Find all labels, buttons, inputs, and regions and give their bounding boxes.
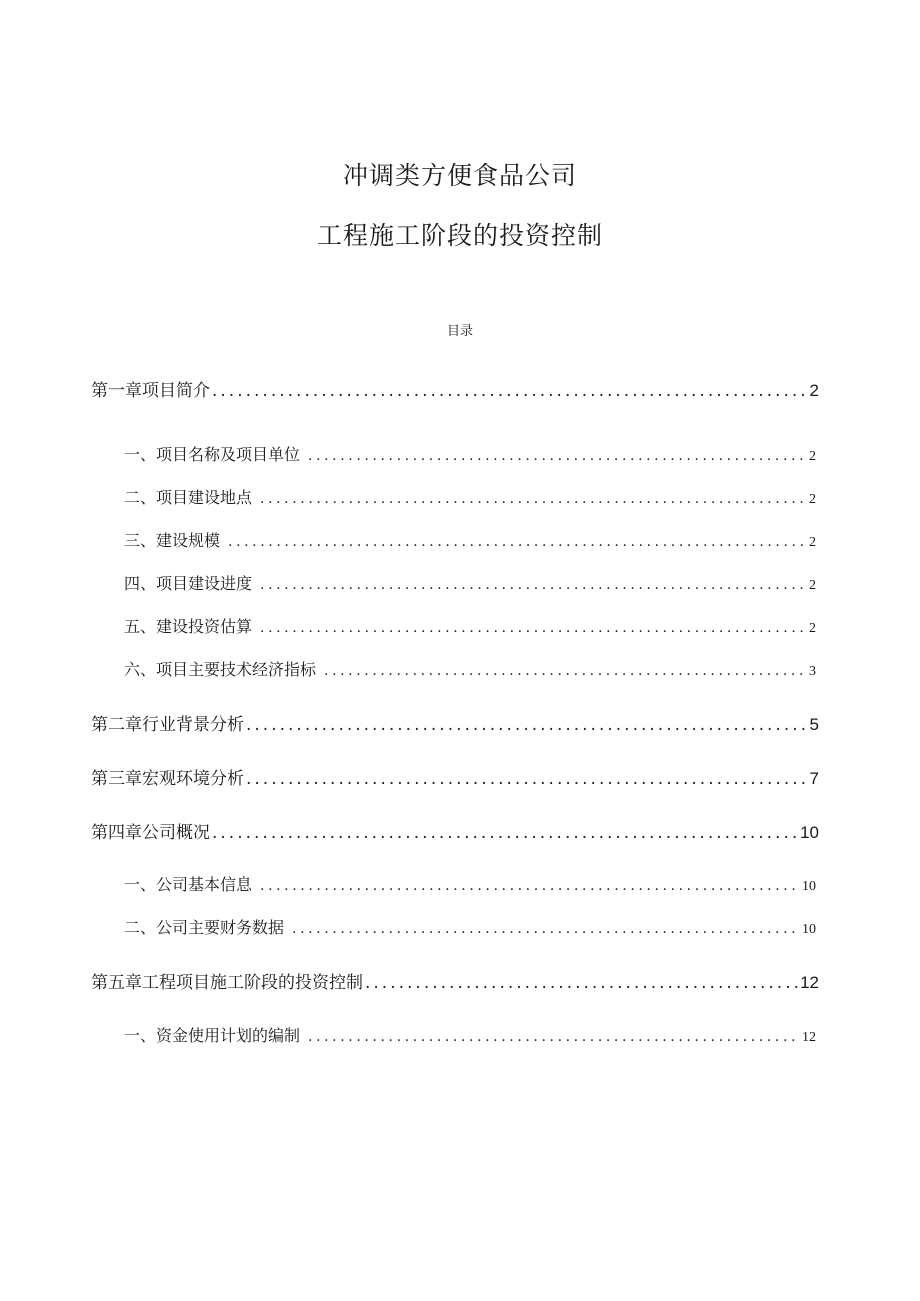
toc-entry-chapter-4[interactable] (91, 818, 819, 843)
toc-page-number: 3 (809, 664, 816, 679)
toc-dot-leader (246, 769, 808, 789)
toc-entry-chapter-5[interactable] (91, 968, 819, 993)
toc-entry-section[interactable] (124, 442, 816, 465)
toc-dot-leader (260, 620, 807, 636)
toc-page-number: 5 (809, 715, 819, 734)
toc-entry-chapter-1[interactable] (91, 376, 819, 401)
toc-dot-leader (292, 921, 800, 937)
toc-entry-label: 五、建设投资估算 (124, 617, 253, 636)
toc-page-number: 10 (802, 922, 816, 937)
toc-dot-leader (365, 973, 798, 993)
toc-entry-chapter-2[interactable] (91, 710, 819, 735)
toc-dot-leader (260, 577, 807, 593)
toc-page-number: 2 (809, 381, 819, 400)
toc-page-number: 10 (800, 823, 819, 842)
toc-page-number: 10 (802, 879, 816, 894)
toc-dot-leader (308, 448, 807, 464)
toc-entry-label: 四、项目建设进度 (124, 574, 253, 593)
toc-entry-label: 第一章项目简介 (91, 381, 210, 401)
toc-entry-label: 一、资金使用计划的编制 (124, 1026, 301, 1045)
toc-page-number: 12 (802, 1030, 816, 1045)
toc-page-number: 2 (809, 492, 816, 507)
toc-dot-leader (260, 491, 807, 507)
toc-page-number: 2 (809, 449, 816, 464)
document-subtitle: 工程施工阶段的投资控制 (316, 221, 603, 250)
toc-dot-leader (212, 381, 808, 401)
toc-entry-chapter-3[interactable] (91, 764, 819, 789)
toc-entry-section[interactable] (124, 528, 816, 551)
toc-dot-leader (308, 1029, 800, 1045)
toc-entry-label: 二、公司主要财务数据 (124, 918, 285, 937)
toc-dot-leader (260, 878, 800, 894)
toc-entry-label: 第五章工程项目施工阶段的投资控制 (91, 973, 363, 993)
toc-entry-section[interactable] (124, 614, 816, 637)
toc-entry-label: 第二章行业背景分析 (91, 715, 244, 735)
toc-entry-section[interactable] (124, 1023, 816, 1046)
toc-page-number: 2 (809, 535, 816, 550)
toc-entry-section[interactable] (124, 485, 816, 508)
toc-page-number: 12 (800, 973, 819, 992)
toc-dot-leader (212, 823, 798, 843)
toc-entry-label: 二、项目建设地点 (124, 488, 253, 507)
toc-entry-label: 第三章宏观环境分析 (91, 769, 244, 789)
toc-page-number: 2 (809, 621, 816, 636)
toc-entry-section[interactable] (124, 657, 816, 680)
toc-entry-section[interactable] (124, 571, 816, 594)
toc-dot-leader (228, 534, 807, 550)
toc-dot-leader (324, 663, 807, 679)
toc-dot-leader (246, 715, 808, 735)
toc-entry-section[interactable] (124, 915, 816, 938)
toc-entry-label: 一、项目名称及项目单位 (124, 445, 301, 464)
toc-entry-label: 一、公司基本信息 (124, 875, 253, 894)
toc-entry-label: 第四章公司概况 (91, 823, 210, 843)
toc-page-number: 7 (809, 769, 819, 788)
toc-entry-section[interactable] (124, 872, 816, 895)
toc-page-number: 2 (809, 578, 816, 593)
document-title: 冲调类方便食品公司 (342, 161, 577, 190)
toc-entry-label: 三、建设规模 (124, 531, 221, 550)
toc-entry-label: 六、项目主要技术经济指标 (124, 660, 317, 679)
toc-heading: 目录 (446, 324, 473, 339)
